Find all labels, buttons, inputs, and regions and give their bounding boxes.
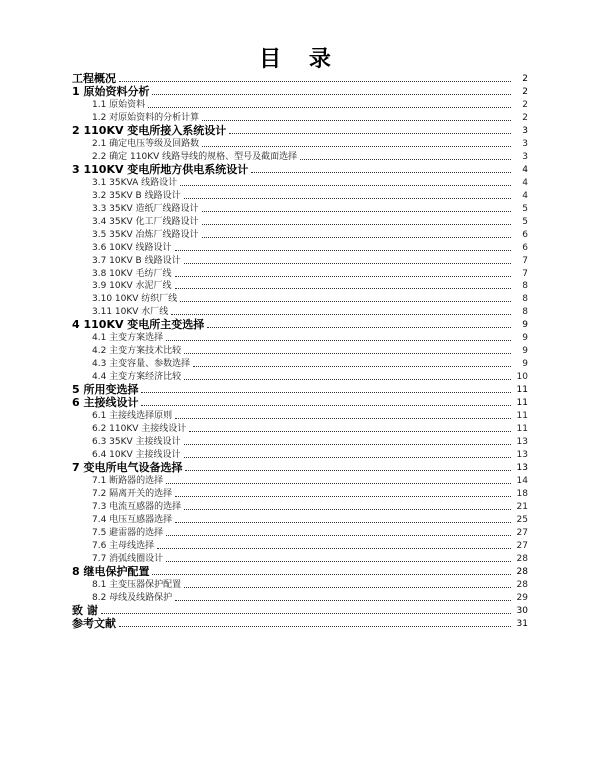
- toc-entry[interactable]: [72, 526, 528, 539]
- toc-entry-page-number: 27: [516, 540, 528, 551]
- toc-entry-page-number: 8: [522, 307, 528, 318]
- toc-entry[interactable]: [72, 228, 528, 241]
- toc-entry-title: 7 变电所电气设备选择: [72, 461, 183, 475]
- toc-entry-title: 3.3 35KV 造纸厂线路设计: [92, 203, 199, 214]
- toc-entry[interactable]: [72, 292, 528, 305]
- toc-entry[interactable]: [72, 409, 528, 422]
- toc-dot-leader: [251, 172, 511, 173]
- toc-entry[interactable]: [72, 617, 528, 630]
- toc-dot-leader: [184, 509, 511, 510]
- toc-entry[interactable]: [72, 383, 528, 396]
- toc-entry[interactable]: [72, 604, 528, 617]
- toc-dot-leader: [141, 405, 511, 406]
- toc-entry[interactable]: [72, 344, 528, 357]
- toc-entry[interactable]: [72, 202, 528, 215]
- toc-dot-leader: [229, 133, 511, 134]
- toc-entry-page-number: 13: [516, 463, 528, 474]
- toc-entry-page-number: 18: [516, 488, 528, 499]
- toc-entry[interactable]: [72, 241, 528, 254]
- toc-entry-page-number: 11: [516, 398, 528, 409]
- toc-entry[interactable]: [72, 72, 528, 85]
- toc-dot-leader: [166, 535, 511, 536]
- toc-entry-page-number: 13: [516, 450, 528, 461]
- toc-dot-leader: [207, 327, 511, 328]
- toc-entry-title: 3.4 35KV 化工厂线路设计: [92, 216, 199, 227]
- toc-entry[interactable]: [72, 396, 528, 409]
- toc-entry[interactable]: [72, 565, 528, 578]
- toc-entry[interactable]: [72, 500, 528, 513]
- toc-entry-page-number: 4: [522, 164, 528, 175]
- toc-entry[interactable]: [72, 137, 528, 150]
- toc-dot-leader: [119, 81, 511, 82]
- toc-entry[interactable]: [72, 435, 528, 448]
- toc-entry-title: 工程概况: [72, 71, 116, 85]
- toc-entry-page-number: 9: [522, 359, 528, 370]
- toc-dot-leader: [202, 224, 511, 225]
- table-of-contents: [72, 72, 528, 630]
- toc-entry[interactable]: [72, 370, 528, 383]
- toc-dot-leader: [175, 250, 511, 251]
- toc-entry-title: 7.6 主母线选择: [92, 540, 155, 551]
- toc-entry[interactable]: [72, 578, 528, 591]
- toc-entry-page-number: 27: [516, 527, 528, 538]
- toc-dot-leader: [184, 444, 511, 445]
- toc-dot-leader: [141, 392, 511, 393]
- toc-dot-leader: [175, 600, 511, 601]
- toc-entry-title: 3.11 10KV 水厂线: [92, 307, 169, 318]
- toc-entry-page-number: 9: [522, 320, 528, 331]
- toc-entry[interactable]: [72, 111, 528, 124]
- toc-entry-title: 3.6 10KV 线路设计: [92, 242, 172, 253]
- page-title: 目 录: [259, 46, 341, 72]
- toc-entry-title: 2.2 确定 110KV 线路导线的规格、型号及截面选择: [92, 151, 298, 162]
- toc-dot-leader: [185, 470, 511, 471]
- toc-entry-page-number: 8: [522, 294, 528, 305]
- toc-entry-page-number: 5: [522, 203, 528, 214]
- toc-entry-title: 3 110KV 变电所地方供电系统设计: [72, 162, 249, 176]
- toc-dot-leader: [202, 120, 511, 121]
- toc-entry-title: 1 原始资料分析: [72, 84, 150, 98]
- toc-dot-leader: [175, 288, 511, 289]
- toc-entry-page-number: 7: [522, 268, 528, 279]
- toc-entry-page-number: 3: [522, 138, 528, 149]
- toc-entry-page-number: 13: [516, 437, 528, 448]
- toc-dot-leader: [202, 237, 511, 238]
- toc-dot-leader: [175, 496, 511, 497]
- toc-entry[interactable]: [72, 189, 528, 202]
- toc-entry-page-number: 28: [516, 579, 528, 590]
- toc-entry-page-number: 6: [522, 242, 528, 253]
- toc-entry-title: 7.2 隔离开关的选择: [92, 488, 173, 499]
- toc-dot-leader: [184, 263, 511, 264]
- toc-entry-page-number: 5: [522, 216, 528, 227]
- toc-entry-page-number: 29: [516, 592, 528, 603]
- toc-entry[interactable]: [72, 254, 528, 267]
- toc-entry[interactable]: [72, 513, 528, 526]
- toc-entry[interactable]: [72, 474, 528, 487]
- toc-entry[interactable]: [72, 591, 528, 604]
- toc-entry-title: 6.3 35KV 主接线设计: [92, 437, 181, 448]
- toc-entry-page-number: 9: [522, 346, 528, 357]
- toc-entry[interactable]: [72, 98, 528, 111]
- toc-dot-leader: [148, 107, 511, 108]
- toc-dot-leader: [300, 159, 511, 160]
- toc-entry-title: 3.5 35KV 冶炼厂线路设计: [92, 229, 199, 240]
- toc-dot-leader: [175, 418, 511, 419]
- toc-entry-title: 6.1 主接线选择原则: [92, 411, 173, 422]
- toc-dot-leader: [184, 379, 511, 380]
- toc-entry-title: 3.2 35KV B 线路设计: [92, 190, 181, 201]
- toc-entry[interactable]: [72, 357, 528, 370]
- toc-entry-title: 4.4 主变方案经济比较: [92, 372, 182, 383]
- toc-entry-title: 8 继电保护配置: [72, 564, 150, 578]
- toc-dot-leader: [180, 185, 511, 186]
- toc-entry-page-number: 30: [516, 605, 528, 616]
- toc-entry[interactable]: [72, 176, 528, 189]
- toc-dot-leader: [166, 561, 511, 562]
- toc-dot-leader: [175, 276, 511, 277]
- toc-dot-leader: [184, 587, 511, 588]
- toc-dot-leader: [184, 457, 511, 458]
- toc-entry-page-number: 21: [516, 501, 528, 512]
- toc-dot-leader: [175, 522, 511, 523]
- toc-entry-title: 7.4 电压互感器选择: [92, 514, 173, 525]
- toc-dot-leader: [119, 626, 511, 627]
- toc-entry-page-number: 3: [522, 151, 528, 162]
- toc-entry[interactable]: [72, 267, 528, 280]
- toc-dot-leader: [202, 146, 511, 147]
- toc-entry-page-number: 10: [516, 372, 528, 383]
- toc-entry-page-number: 31: [516, 618, 528, 629]
- toc-entry[interactable]: [72, 539, 528, 552]
- toc-dot-leader: [202, 211, 511, 212]
- toc-entry-title: 4.2 主变方案技术比较: [92, 346, 182, 357]
- toc-entry-page-number: 2: [522, 112, 528, 123]
- toc-entry-page-number: 14: [516, 476, 528, 486]
- toc-entry[interactable]: [72, 150, 528, 163]
- toc-entry[interactable]: [72, 215, 528, 228]
- toc-entry[interactable]: [72, 331, 528, 344]
- toc-entry-title: 6.2 110KV 主接线设计: [92, 424, 187, 435]
- toc-entry-title: 3.9 10KV 水泥厂线: [92, 281, 172, 292]
- toc-entry-title: 7.7 消弧线圈设计: [92, 553, 164, 564]
- toc-dot-leader: [184, 198, 511, 199]
- toc-dot-leader: [152, 574, 511, 575]
- toc-entry[interactable]: [72, 280, 528, 293]
- toc-entry-page-number: 2: [522, 86, 528, 97]
- toc-entry-title: 1.2 对原始资料的分析计算: [92, 112, 200, 123]
- toc-entry-title: 5 所用变选择: [72, 383, 139, 397]
- toc-entry-title: 3.10 10KV 纺织厂线: [92, 294, 178, 305]
- toc-entry-title: 4.1 主变方案选择: [92, 333, 164, 344]
- toc-entry-title: 致 谢: [72, 603, 98, 617]
- toc-entry[interactable]: [72, 318, 528, 331]
- toc-entry-page-number: 9: [522, 333, 528, 344]
- toc-dot-leader: [189, 431, 511, 432]
- toc-entry[interactable]: [72, 305, 528, 318]
- toc-dot-leader: [101, 613, 511, 614]
- toc-entry-page-number: 2: [522, 73, 528, 84]
- toc-dot-leader: [166, 340, 511, 341]
- toc-entry[interactable]: [72, 163, 528, 176]
- toc-entry-title: 7.3 电流互感器的选择: [92, 501, 182, 512]
- toc-entry-title: 8.1 主变压器保护配置: [92, 579, 182, 590]
- toc-dot-leader: [184, 353, 511, 354]
- toc-entry-title: 1.1 原始资料: [92, 99, 146, 110]
- toc-entry-title: 6 主接线设计: [72, 396, 139, 410]
- toc-entry-page-number: 25: [516, 514, 528, 525]
- toc-entry-title: 参考文献: [72, 616, 116, 630]
- toc-entry-page-number: 4: [522, 190, 528, 201]
- toc-dot-leader: [152, 94, 511, 95]
- toc-entry-page-number: 8: [522, 281, 528, 292]
- toc-entry-page-number: 11: [516, 385, 528, 396]
- toc-entry-title: 6.4 10KV 主接线设计: [92, 450, 181, 461]
- toc-entry-page-number: 3: [522, 125, 528, 136]
- toc-dot-leader: [157, 548, 511, 549]
- toc-entry[interactable]: [72, 85, 528, 98]
- toc-entry-title: 8.2 母线及线路保护: [92, 592, 173, 603]
- toc-dot-leader: [171, 314, 511, 315]
- toc-entry-page-number: 7: [522, 255, 528, 266]
- toc-entry[interactable]: [72, 124, 528, 137]
- toc-entry-title: 2.1 确定电压等级及回路数: [92, 138, 200, 149]
- toc-dot-leader: [193, 366, 511, 367]
- toc-entry-title: 3.7 10KV B 线路设计: [92, 255, 181, 266]
- toc-entry-page-number: 28: [516, 566, 528, 577]
- toc-entry-page-number: 11: [516, 411, 528, 422]
- toc-entry[interactable]: [72, 552, 528, 565]
- toc-entry-page-number: 11: [516, 424, 528, 435]
- toc-entry-title: 7.5 避雷器的选择: [92, 527, 164, 538]
- toc-entry-title: 3.1 35KVA 线路设计: [92, 177, 178, 188]
- toc-entry-page-number: 6: [522, 229, 528, 240]
- toc-entry-title: 7.1 断路器的选择: [92, 476, 164, 486]
- toc-entry-page-number: 4: [522, 177, 528, 188]
- toc-entry[interactable]: [72, 448, 528, 461]
- toc-entry-page-number: 28: [516, 553, 528, 564]
- toc-entry-title: 4 110KV 变电所主变选择: [72, 318, 205, 332]
- toc-entry[interactable]: [72, 422, 528, 435]
- toc-entry-title: 3.8 10KV 毛纺厂线: [92, 268, 172, 279]
- toc-entry-title: 4.3 主变容量、参数选择: [92, 359, 191, 370]
- toc-entry-title: 2 110KV 变电所接入系统设计: [72, 123, 227, 137]
- toc-entry[interactable]: [72, 487, 528, 500]
- toc-entry[interactable]: [72, 461, 528, 474]
- toc-dot-leader: [166, 483, 511, 484]
- toc-dot-leader: [180, 301, 511, 302]
- toc-entry-page-number: 2: [522, 99, 528, 110]
